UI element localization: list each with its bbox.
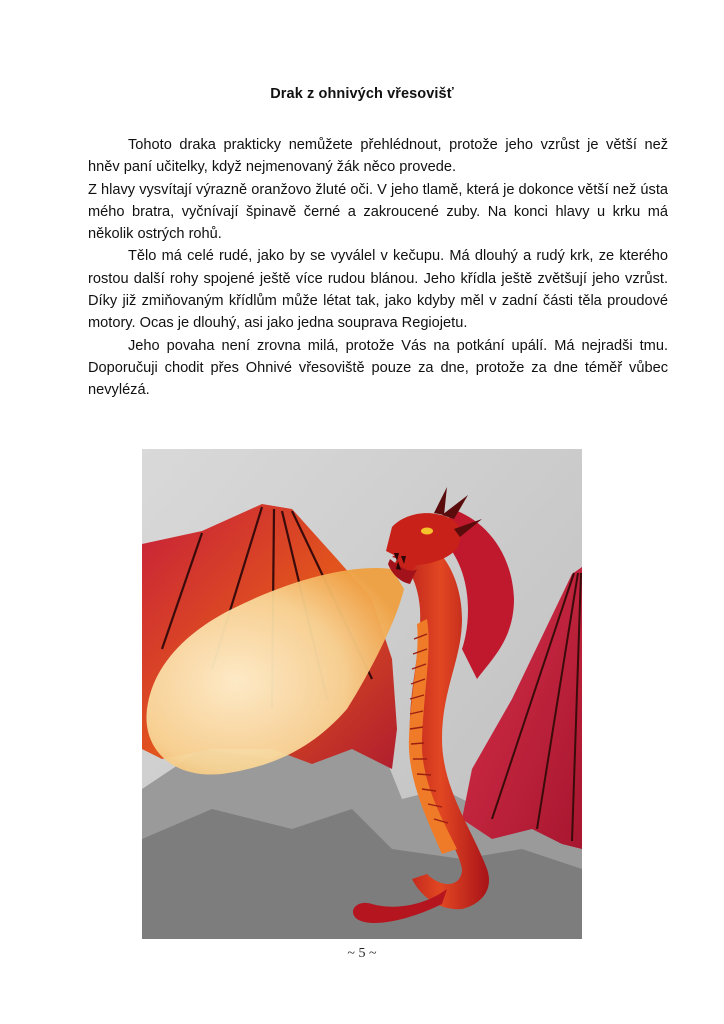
- paragraph-4: Jeho povaha není zrovna milá, protože Vás na potkání upálí. Má nejradši tmu. Doporučuji chodit přes Ohnivé vřesoviště pouze za dne, protože za dne téměř vůbec nevylézá.: [88, 337, 668, 399]
- dragon-illustration: [142, 449, 582, 939]
- paragraph-2: Z hlavy vysvítají výrazně oranžovo žluté oči. V jeho tlamě, která je dokonce větší než ústa mého bratra, vyčnívají špinavě černé a zakroucené zuby. Na konci hlavy u krku má několik ostrých rohů.: [88, 181, 668, 243]
- paragraph-1: Tohoto draka prakticky nemůžete přehlédnout, protože jeho vzrůst je větší než hněv paní učitelky, když nejmenovaný žák něco provede.: [88, 137, 668, 176]
- dragon-drawing: [142, 449, 582, 939]
- page-title: Drak z ohnivých vřesovišť: [270, 86, 454, 102]
- page-number: ~ 5 ~: [347, 946, 377, 961]
- dragon-eye: [421, 528, 433, 535]
- paragraph-3: Tělo má celé rudé, jako by se vyválel v kečupu. Má dlouhý a rudý krk, ze kterého rostou další rohy spojené ještě více rudou blánou. Jeho křídla ještě zvětšují jeho vzrůst. Díky již zmiňovaným křídlům může létat tak, jako kdyby měl v zadní části těla proudové motory. Ocas je dlouhý, asi jako jedna souprava Regiojetu.: [88, 248, 668, 332]
- body-text: [88, 134, 668, 402]
